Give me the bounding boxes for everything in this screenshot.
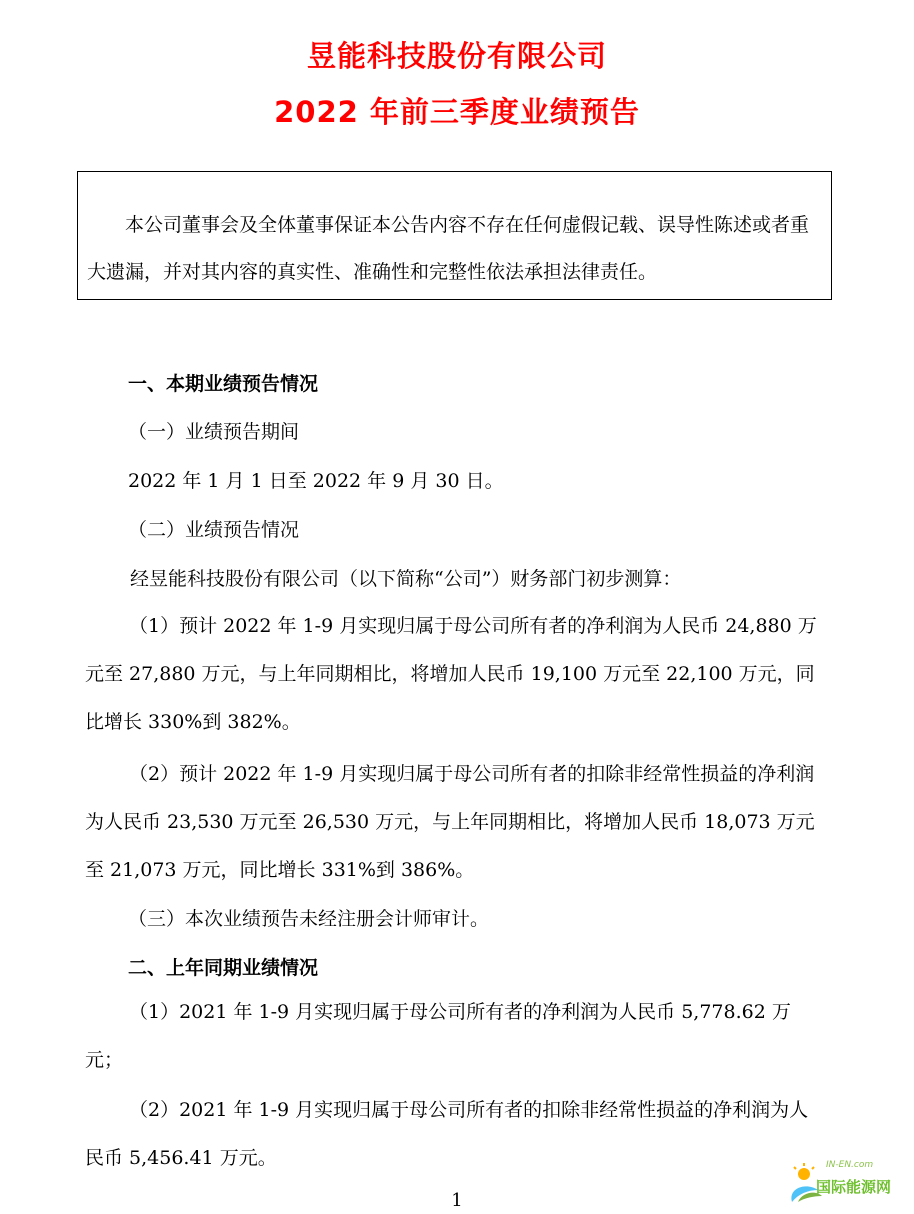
watermark-main-text: 国际能源网 (816, 1178, 892, 1196)
period-heading: （一）业绩预告期间 (128, 421, 300, 443)
watermark-logo (786, 1156, 906, 1208)
disclaimer-text: 本公司董事会及全体董事保证本公告内容不存在任何虚假记载、误导性陈述或者重大遗漏，并对其内容的真实性、准确性和完整性依法承担法律责任。 (87, 214, 810, 283)
audit-note: （三）本次业绩预告未经注册会计师审计。 (128, 908, 490, 930)
page-number: 1 (451, 1190, 463, 1211)
report-title: 2022 年前三季度业绩预告 (274, 95, 640, 129)
disclaimer-box (77, 171, 832, 300)
period-text: 2022 年 1 月 1 日至 2022 年 9 月 30 日。 (128, 470, 504, 492)
forecast-item-1: （1）预计 2022 年 1-9 月实现归属于母公司所有者的净利润为人民币 24,880 万元至 27,880 万元，与上年同期相比，将增加人民币 19,100 万元至 22,100 万元，同比增长 330%到 382%。 (85, 615, 817, 733)
prior-item-2: （2）2021 年 1-9 月实现归属于母公司所有者的扣除非经常性损益的净利润为人民币 5,456.41 万元。 (85, 1099, 809, 1169)
section1-heading: 一、本期业绩预告情况 (128, 373, 319, 395)
section2-heading: 二、上年同期业绩情况 (128, 957, 319, 979)
prior-item-1: （1）2021 年 1-9 月实现归属于母公司所有者的净利润为人民币 5,778.62 万元； (85, 1001, 791, 1071)
forecast-intro: 经昱能科技股份有限公司（以下简称“公司”）财务部门初步测算： (130, 568, 682, 590)
forecast-heading: （二）业绩预告情况 (128, 519, 300, 541)
forecast-item-2: （2）预计 2022 年 1-9 月实现归属于母公司所有者的扣除非经常性损益的净利润为人民币 23,530 万元至 26,530 万元，与上年同期相比，将增加人民币 18,073 万元至 21,073 万元，同比增长 331%到 386%。 (85, 763, 815, 881)
watermark-small-text: IN-EN.com (826, 1160, 874, 1170)
company-title: 昱能科技股份有限公司 (306, 39, 607, 73)
